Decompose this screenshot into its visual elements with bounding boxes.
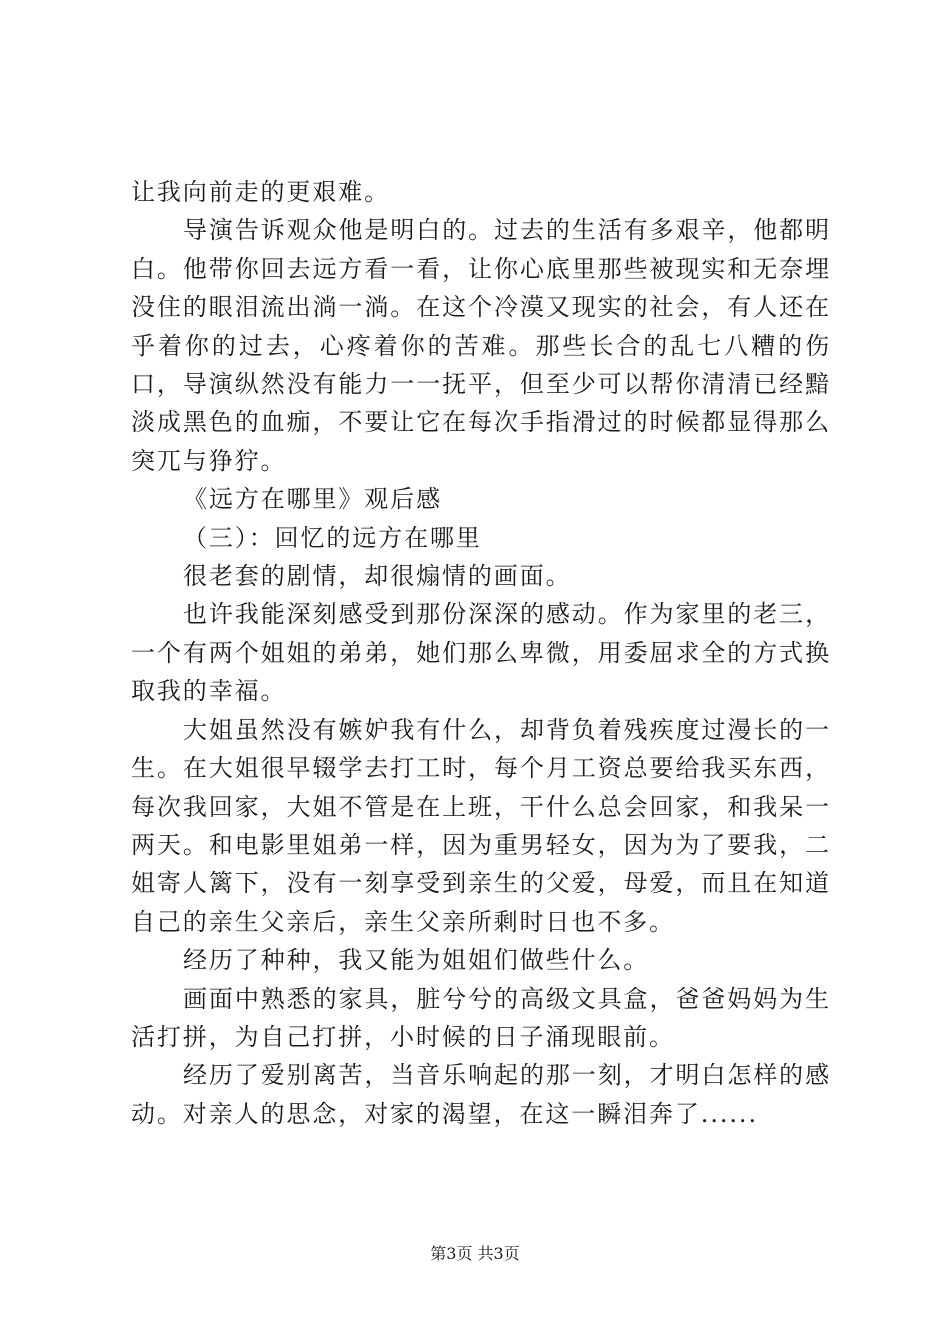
- section-subtitle: （三）：回忆的远方在哪里: [183, 523, 482, 552]
- section-title: 《远方在哪里》观后感: [183, 485, 442, 514]
- paragraph-10: 经历了爱别离苦，当音乐响起的那一刻，才明白怎样的感动。对亲人的思念，对家的渴望，在这一瞬泪奔了......: [131, 1061, 831, 1128]
- paragraph-9: 画面中熟悉的家具，脏兮兮的高级文具盒，爸爸妈妈为生活打拼，为自己打拼，小时候的日子涌现眼前。: [131, 984, 831, 1051]
- paragraph-7: 大姐虽然没有嫉妒我有什么，却背负着残疾度过漫长的一生。在大姐很早辍学去打工时，每个月工资总要给我买东西，每次我回家，大姐不管是在上班，干什么总会回家，和我呆一两天。和电影里姐弟一样，因为重男轻女，因为为了要我，二姐寄人篱下，没有一刻享受到亲生的父爱，母爱，而且在知道自己的亲生父亲后，亲生父亲所剩时日也不多。: [131, 715, 831, 936]
- document-body: [131, 173, 831, 1133]
- paragraph-1: 让我向前走的更艰难。: [131, 178, 390, 206]
- page-number-footer: 第3页 共3页: [430, 1244, 520, 1263]
- paragraph-2: 导演告诉观众他是明白的。过去的生活有多艰辛，他都明白。他带你回去远方看一看，让你心底里那些被现实和无奈埋没住的眼泪流出淌一淌。在这个冷漠又现实的社会，有人还在乎着你的过去，心疼着你的苦难。那些长合的乱七八糟的伤口，导演纵然没有能力一一抚平，但至少可以帮你清清已经黯淡成黑色的血痂，不要让它在每次手指滑过的时候都显得那么突兀与狰狞。: [131, 216, 831, 475]
- paragraph-8: 经历了种种，我又能为姐姐们做些什么。: [183, 946, 650, 975]
- paragraph-5: 很老套的剧情，却很煽情的画面。: [183, 562, 572, 591]
- paragraph-6: 也许我能深刻感受到那份深深的感动。作为家里的老三，一个有两个姐姐的弟弟，她们那么卑微，用委屈求全的方式换取我的幸福。: [131, 600, 831, 706]
